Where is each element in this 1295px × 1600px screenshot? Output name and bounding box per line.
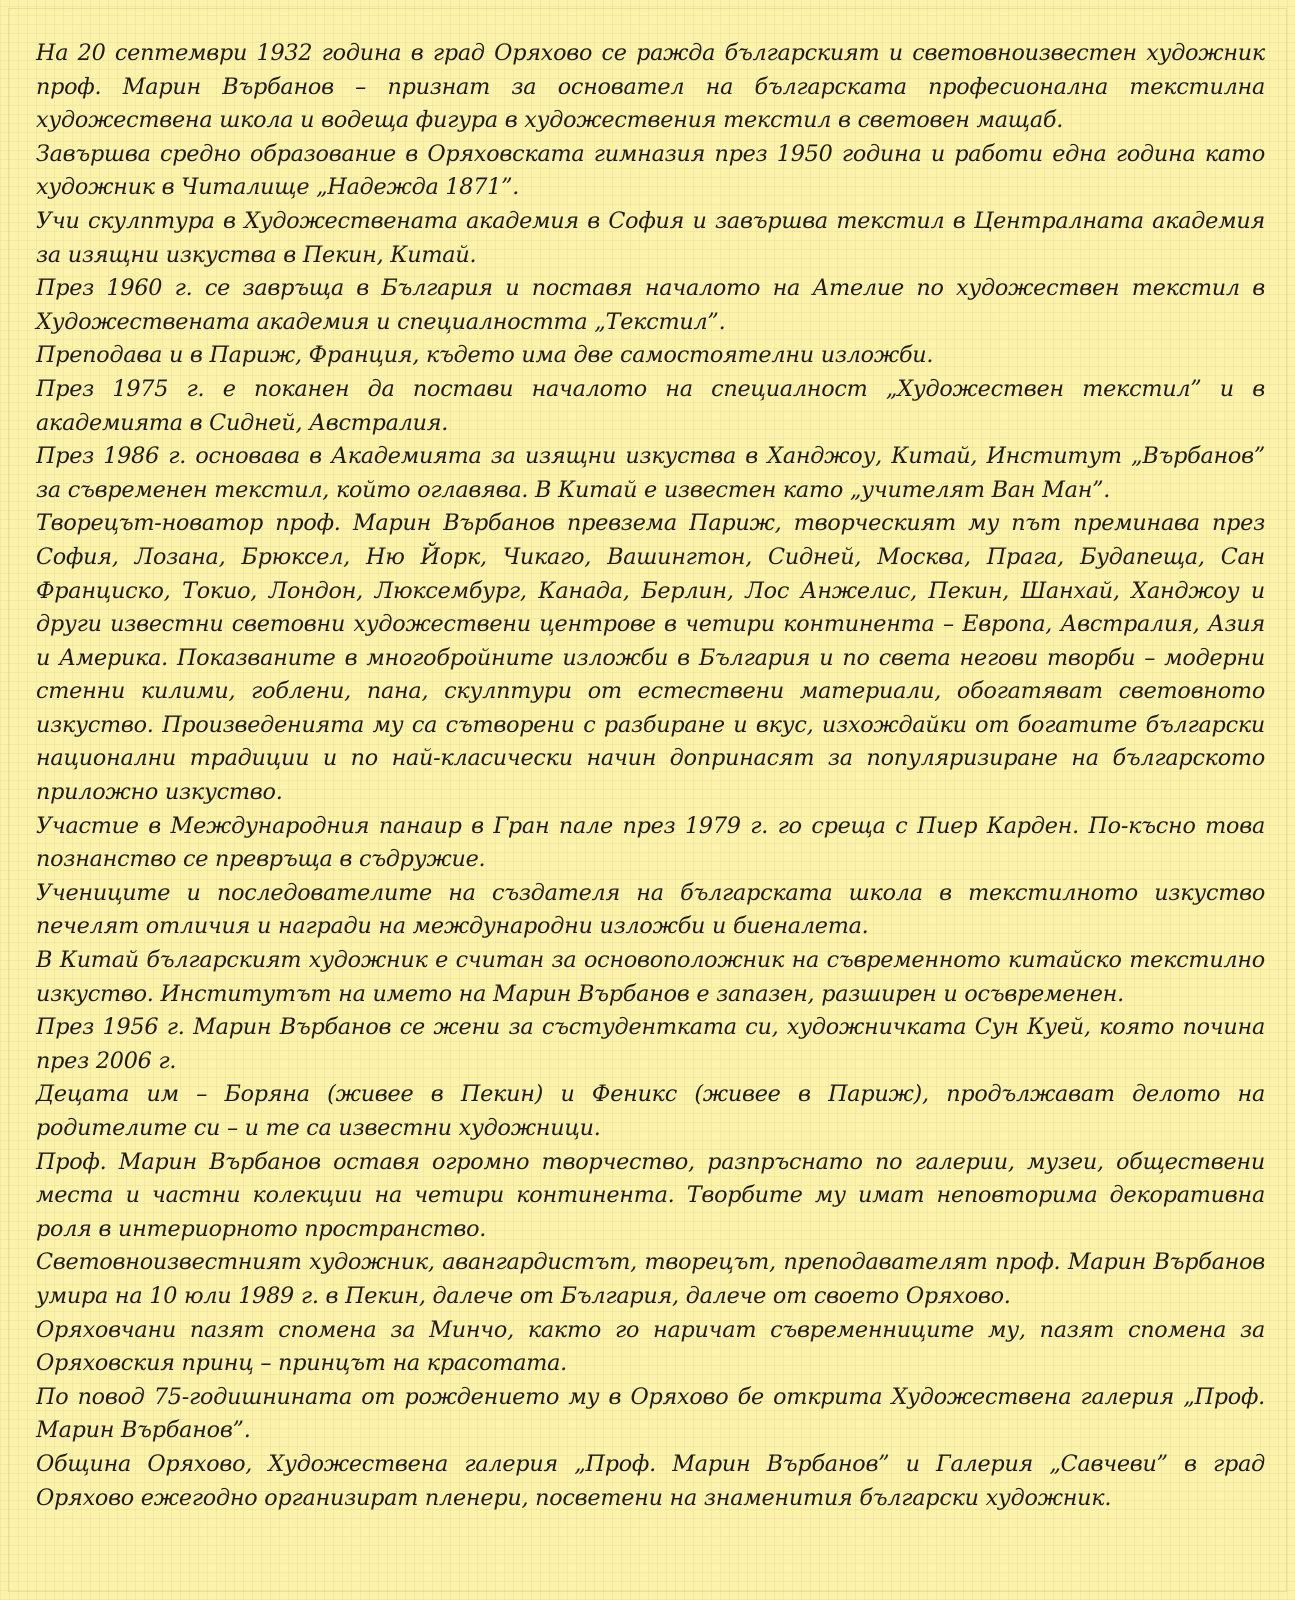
paragraph-children: Децата им – Боряна (живее в Пекин) и Феникс (живее в Париж), продължават делото на родителите си – и те са известни художници.: [36, 1081, 1265, 1141]
paragraph-world-path: Творецът-новатор проф. Марин Върбанов превзема Париж, творческият му път преминава през София, Лозана, Брюксел, Ню Йорк, Чикаго, Вашингтон, Сидней, Москва, Прага, Будапеща, Сан Франциско, Токио, Лондон, Люксембург, Канада, Берлин, Лос Анжелис, Пекин, Шанхай, Ханджоу и други известни световни художествени центрове в четири континента – Европа, Австралия, Азия и Америка. Показваните в многобройните изложби в България и по света негови творби – модерни стенни килими, гоблени, пана, скулптури от естествени материали, обогатяват световното изкуство. Произведенията му са сътворени с разбиране и вкус, изхождайки от богатите български национални традиции и по най-класически начин допринасят за популяризиране на българското приложно изкуство.: [36, 510, 1265, 806]
paragraph-death: Световноизвестният художник, авангардистът, творецът, преподавателят проф. Марин Върбанов умира на 10 юли 1989 г. в Пекин, далече от България, далече от своето Оряхово.: [36, 1249, 1265, 1309]
paragraph-memory: Оряховчани пазят спомена за Минчо, както го наричат съвременниците му, пазят спомена за Оряховския принц – принцът на красотата.: [36, 1316, 1265, 1377]
paragraph-oeuvre: Проф. Марин Върбанов оставя огромно творчество, разпръснато по галерии, музеи, обществени места и частни колекции на четири континента. Творбите му имат неповторима декоративна роля в интериорното пространство.: [36, 1148, 1265, 1242]
paragraph-china-legacy: В Китай българският художник е считан за основоположник на съвременното китайско текстилно изкуство. Институтът на името на Марин Върбанов е запазен, разширен и осъвременен.: [36, 947, 1265, 1007]
paragraph-marriage: През 1956 г. Марин Върбанов се жени за състудентката си, художничката Сун Куей, която почина през 2006 г.: [36, 1014, 1265, 1074]
paragraph-education: Завършва средно образование в Оряховската гимназия през 1950 година и работи една година като художник в Читалище „Надежда 1871”.: [36, 140, 1265, 201]
paragraph-birth: На 20 септември 1932 година в град Оряхово се ражда българският и световноизвестен художник проф. Марин Върбанов – признат за основател на българската професионална текстилна художествена школа и водеща фигура в художествения текстил в световен мащаб.: [36, 40, 1265, 134]
paragraph-return-1960: През 1960 г. се завръща в България и поставя началото на Ателие по художествен текстил в Художествената академия и специалността „Текстил”.: [36, 275, 1265, 335]
paragraph-sydney-1975: През 1975 г. е поканен да постави началото на специалност „Художествен текстил” и в академията в Сидней, Австралия.: [36, 375, 1265, 436]
paragraph-students: Учениците и последователите на създателя на българската школа в текстилното изкуство печелят отличия и награди на международни изложби и биеналета.: [36, 879, 1265, 940]
paragraph-grand-palais: Участие в Международния панаир в Гран пале през 1979 г. го среща с Пиер Карден. По-късно това познанство се превръща в съдружие.: [36, 812, 1265, 873]
paragraph-gallery: По повод 75-годишнината от рождението му в Оряхово бе открита Художествена галерия „Проф. Марин Върбанов”.: [36, 1383, 1265, 1444]
paragraph-plein-air: Община Оряхово, Художествена галерия „Проф. Марин Върбанов” и Галерия „Савчеви” в град Оряхово ежегодно организират пленери, посветени на знаменития български художник.: [36, 1450, 1265, 1511]
paragraph-paris: Преподава и в Париж, Франция, където има две самостоятелни изложби.: [36, 342, 934, 369]
paragraph-studies: Учи скулптура в Художествената академия в София и завършва текстил в Централната академия за изящни изкуства в Пекин, Китай.: [36, 207, 1265, 268]
paragraph-hangzhou-1986: През 1986 г. основава в Академията за изящни изкуства в Ханджоу, Китай, Институт „Върбанов” за съвременен текстил, който оглавява. В Китай е известен като „учителят Ван Ман”.: [36, 443, 1265, 503]
